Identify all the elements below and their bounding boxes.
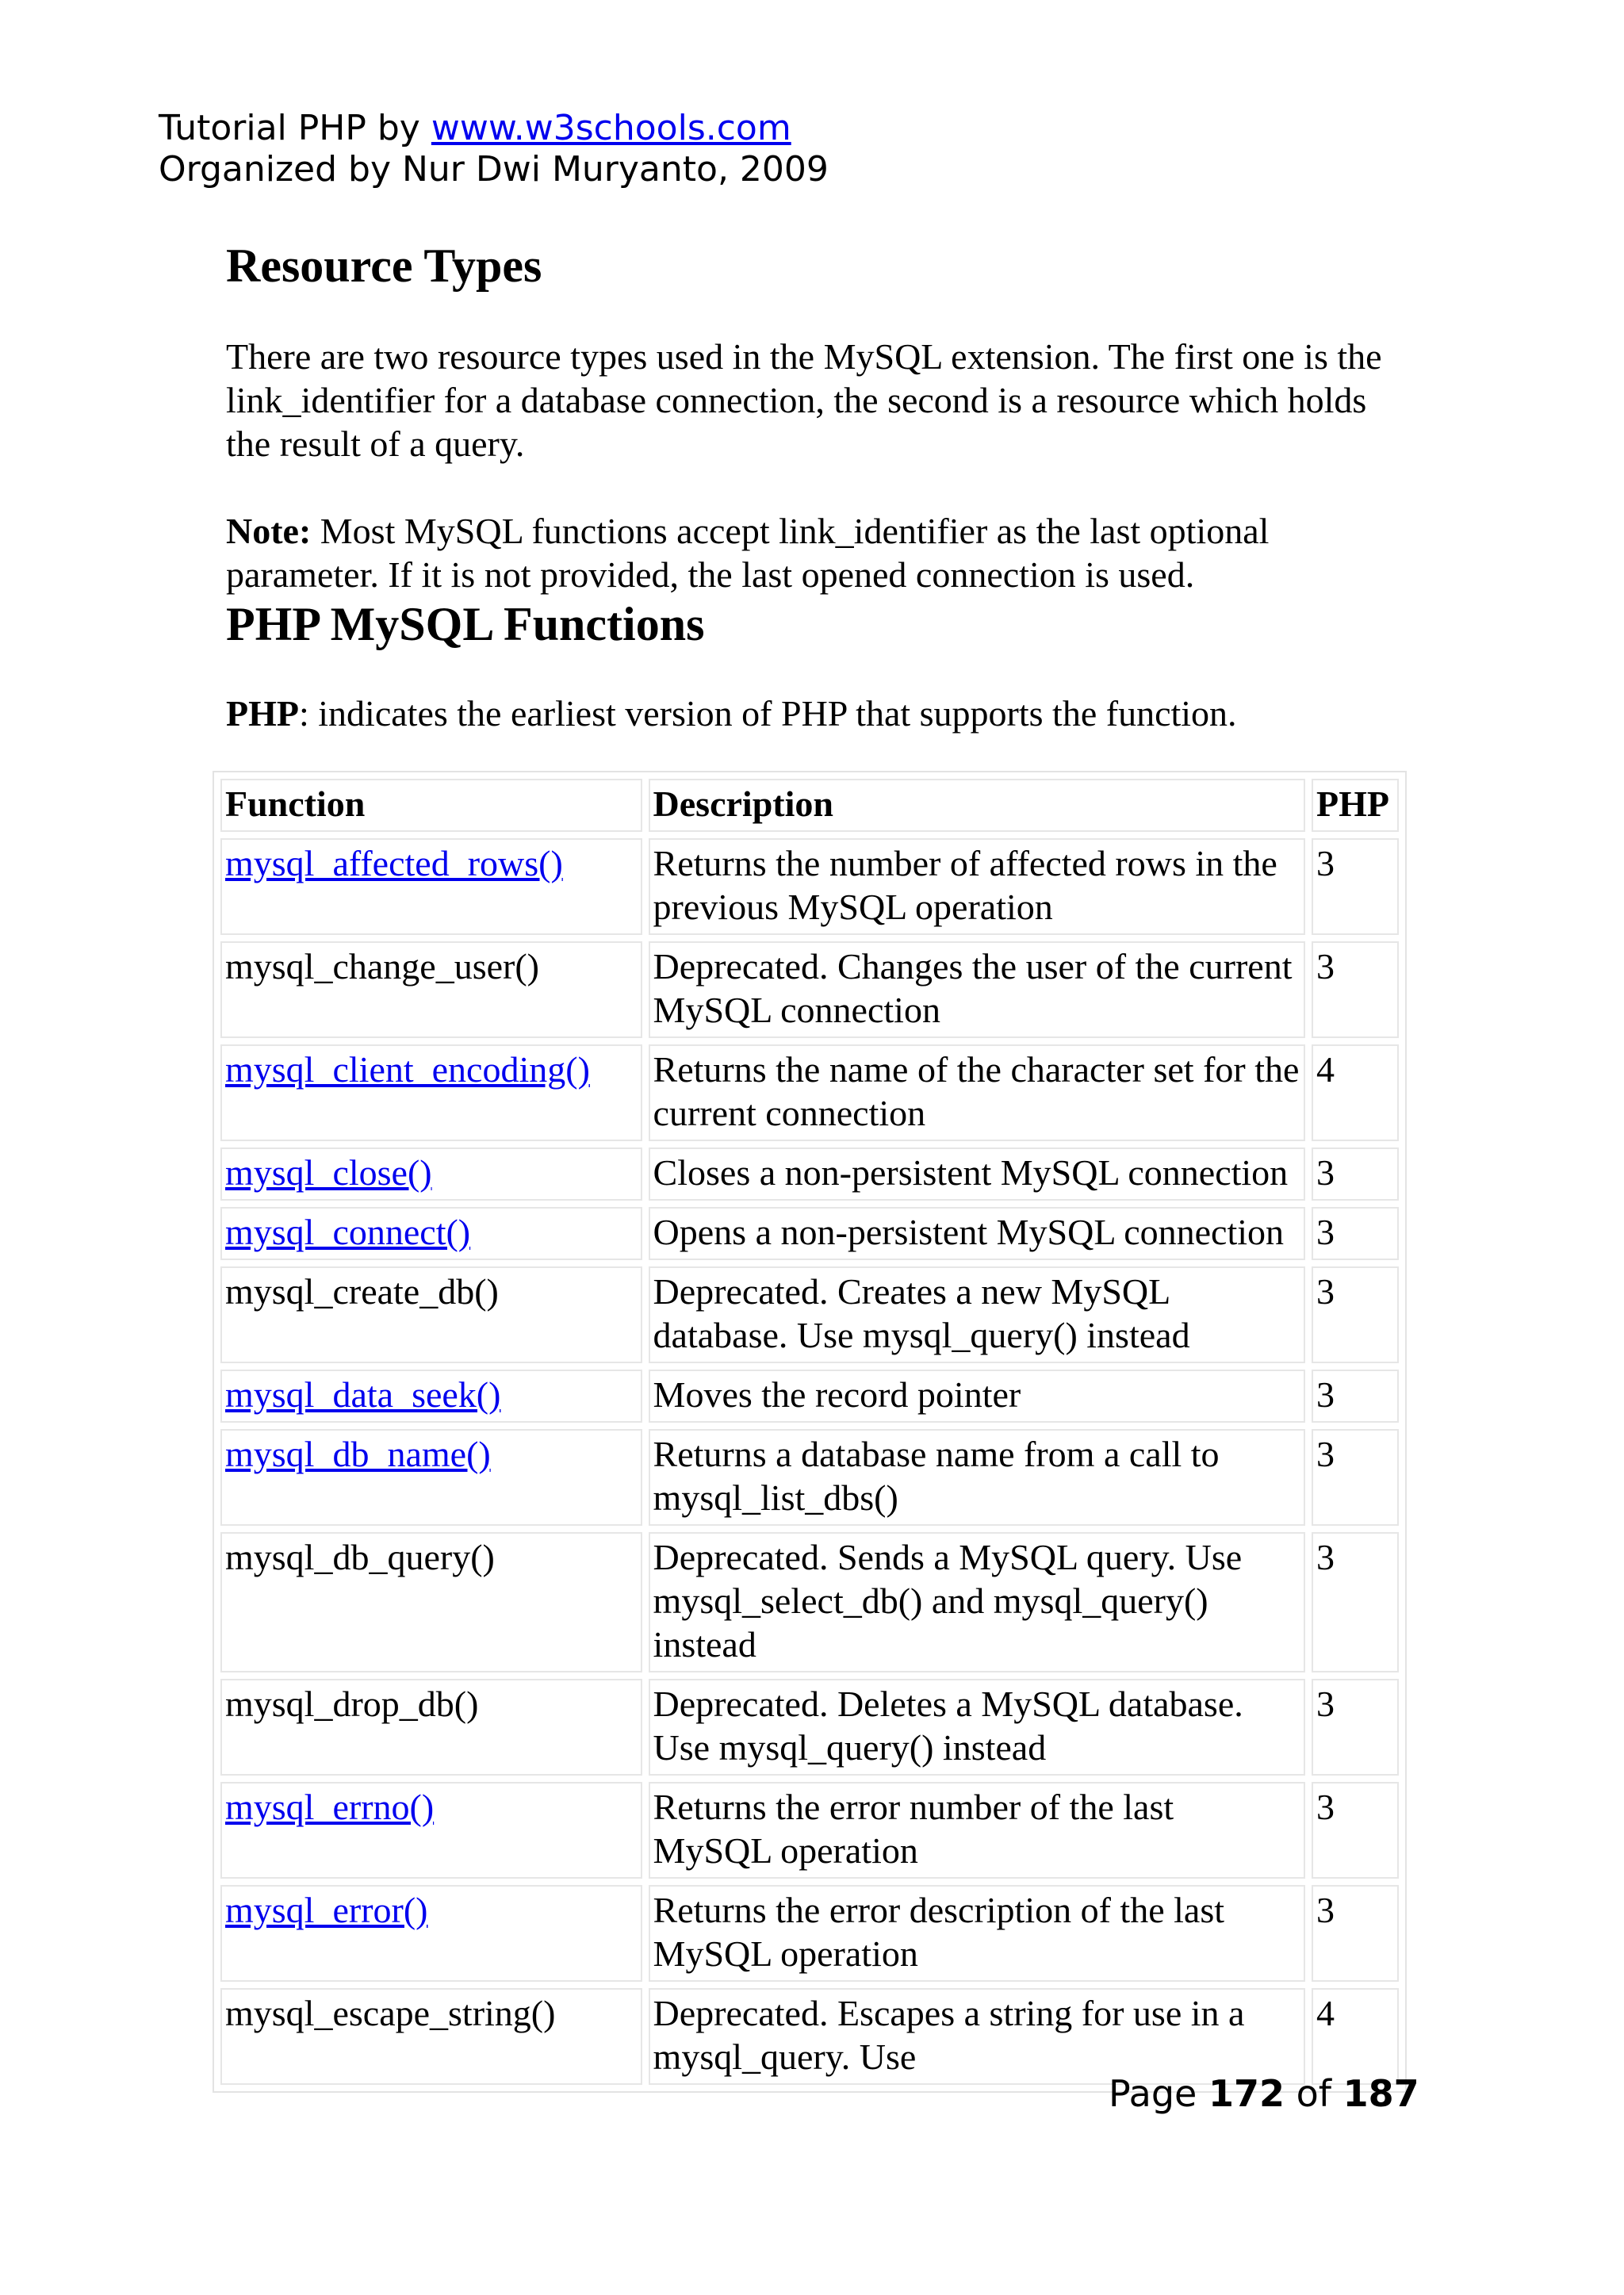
header-line-1 <box>159 108 829 149</box>
php-label: PHP <box>226 693 299 734</box>
page-footer <box>1109 2071 1419 2116</box>
table-row <box>220 1532 1399 1672</box>
description-cell: Closes a non-persistent MySQL connection <box>649 1148 1306 1201</box>
function-name: mysql_change_user() <box>225 946 539 987</box>
function-cell <box>220 1679 642 1776</box>
header-description: Description <box>649 779 1306 832</box>
php-note-text: : indicates the earliest version of PHP that supports the function. <box>298 693 1237 734</box>
function-link[interactable]: mysql_errno() <box>225 1787 435 1827</box>
function-link[interactable]: mysql_close() <box>225 1152 432 1193</box>
description-cell: Returns a database name from a call to mysql_list_dbs() <box>649 1429 1306 1526</box>
header-function: Function <box>220 779 642 832</box>
page-label: Page <box>1109 2072 1197 2115</box>
table-row <box>220 941 1399 1038</box>
table-row <box>220 1782 1399 1879</box>
function-name: mysql_db_query() <box>225 1537 495 1577</box>
php-version-cell: 3 <box>1312 1266 1399 1363</box>
php-version-cell: 3 <box>1312 1885 1399 1982</box>
function-name: mysql_escape_string() <box>225 1993 556 2033</box>
resource-types-heading: Resource Types <box>226 239 542 292</box>
function-name: mysql_create_db() <box>225 1271 499 1312</box>
description-cell: Returns the number of affected rows in the previous MySQL operation <box>649 838 1306 935</box>
table-row <box>220 1266 1399 1363</box>
php-version-cell: 3 <box>1312 1207 1399 1260</box>
description-cell: Deprecated. Escapes a string for use in a mysql_query. Use <box>649 1988 1306 2085</box>
table-row <box>220 1988 1399 2085</box>
page-header <box>159 108 829 190</box>
function-link[interactable]: mysql_connect() <box>225 1212 471 1252</box>
table-row <box>220 838 1399 935</box>
note-label: Note: <box>226 511 312 551</box>
table-row <box>220 1044 1399 1141</box>
page-total: 187 <box>1342 2072 1419 2115</box>
table-row <box>220 1148 1399 1201</box>
description-cell: Deprecated. Changes the user of the current MySQL connection <box>649 941 1306 1038</box>
php-version-cell: 3 <box>1312 1679 1399 1776</box>
php-version-cell: 3 <box>1312 1532 1399 1672</box>
functions-table <box>213 771 1407 2093</box>
function-cell <box>220 1148 642 1201</box>
function-cell <box>220 1885 642 1982</box>
php-version-cell: 3 <box>1312 1148 1399 1201</box>
resource-types-paragraph: There are two resource types used in the MySQL extension. The first one is the link_identifier for a database connection, the second is a resource which holds the result of a query. <box>226 336 1382 464</box>
function-name: mysql_drop_db() <box>225 1684 479 1724</box>
table-header-row <box>220 779 1399 832</box>
header-php: PHP <box>1312 779 1399 832</box>
php-version-cell: 4 <box>1312 1988 1399 2085</box>
description-cell: Opens a non-persistent MySQL connection <box>649 1207 1306 1260</box>
description-cell: Returns the name of the character set for the current connection <box>649 1044 1306 1141</box>
description-cell: Returns the error number of the last MySQL operation <box>649 1782 1306 1879</box>
of-label: of <box>1296 2072 1331 2115</box>
php-version-cell: 3 <box>1312 1370 1399 1423</box>
php-note-paragraph <box>226 692 1415 735</box>
note-paragraph <box>226 509 1415 596</box>
header-prefix: Tutorial PHP by <box>159 108 420 148</box>
php-version-cell: 3 <box>1312 1782 1399 1879</box>
php-version-cell: 3 <box>1312 941 1399 1038</box>
function-cell <box>220 1988 642 2085</box>
function-link[interactable]: mysql_affected_rows() <box>225 843 563 883</box>
function-link[interactable]: mysql_error() <box>225 1890 428 1930</box>
php-version-cell: 4 <box>1312 1044 1399 1141</box>
function-cell <box>220 1532 642 1672</box>
description-cell: Deprecated. Deletes a MySQL database. Use mysql_query() instead <box>649 1679 1306 1776</box>
table-row <box>220 1207 1399 1260</box>
function-cell <box>220 1370 642 1423</box>
main-content <box>226 238 1415 735</box>
header-line-2: Organized by Nur Dwi Muryanto, 2009 <box>159 149 829 190</box>
page-current: 172 <box>1208 2072 1285 2115</box>
table-row <box>220 1370 1399 1423</box>
function-cell <box>220 1044 642 1141</box>
function-link[interactable]: mysql_client_encoding() <box>225 1049 590 1090</box>
function-cell <box>220 1782 642 1879</box>
table-row <box>220 1679 1399 1776</box>
function-cell <box>220 1266 642 1363</box>
function-link[interactable]: mysql_data_seek() <box>225 1374 501 1415</box>
description-cell: Returns the error description of the last MySQL operation <box>649 1885 1306 1982</box>
table-row <box>220 1885 1399 1982</box>
function-cell <box>220 941 642 1038</box>
function-link[interactable]: mysql_db_name() <box>225 1434 491 1474</box>
table-body <box>220 838 1399 2085</box>
function-cell <box>220 1207 642 1260</box>
description-cell: Deprecated. Creates a new MySQL database. Use mysql_query() instead <box>649 1266 1306 1363</box>
functions-heading: PHP MySQL Functions <box>226 598 705 650</box>
description-cell: Deprecated. Sends a MySQL query. Use mysql_select_db() and mysql_query() instead <box>649 1532 1306 1672</box>
function-cell <box>220 1429 642 1526</box>
note-text: Most MySQL functions accept link_identifier as the last optional parameter. If it is not provided, the last opened connection is used. <box>226 511 1270 595</box>
description-cell: Moves the record pointer <box>649 1370 1306 1423</box>
php-version-cell: 3 <box>1312 838 1399 935</box>
php-version-cell: 3 <box>1312 1429 1399 1526</box>
function-cell <box>220 838 642 935</box>
table-row <box>220 1429 1399 1526</box>
w3schools-link[interactable]: www.w3schools.com <box>431 108 791 148</box>
